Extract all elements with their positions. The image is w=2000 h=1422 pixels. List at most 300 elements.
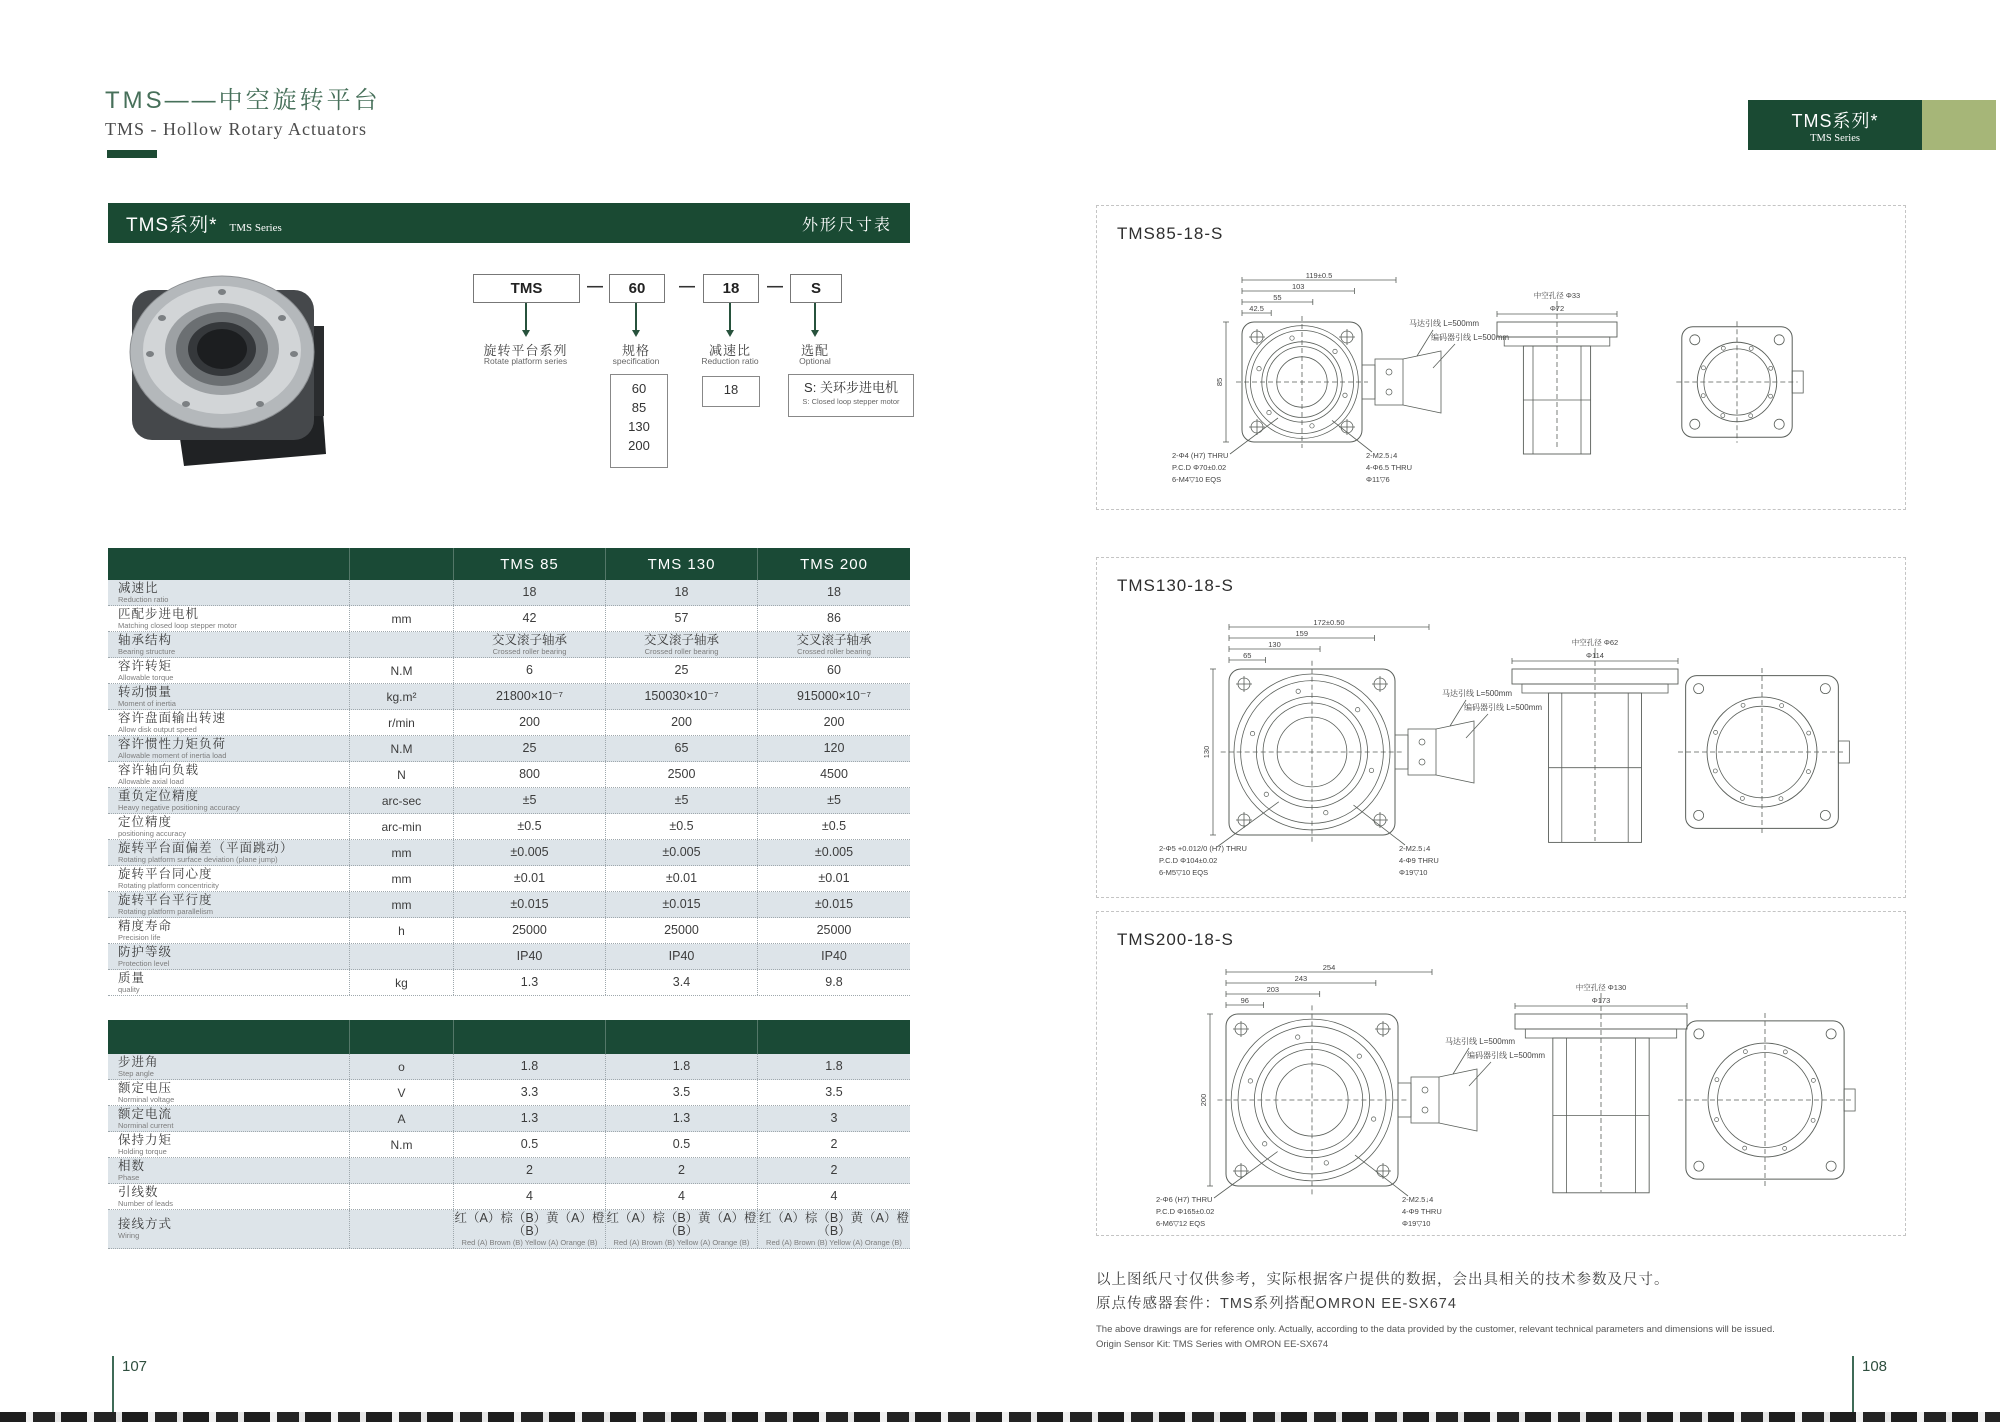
row-unit-cell [350,892,454,917]
dimension-label: 119±0.5 [1305,271,1333,280]
row-unit-cell [350,762,454,787]
value-sub: Crossed roller bearing [797,646,871,656]
table-row [108,866,910,892]
row-label-cell [108,1054,350,1079]
row-label-cn: 精度寿命 [118,918,173,933]
spec-option: 60 [631,381,647,396]
series-badge-olive-block [1922,100,1996,150]
thread-note-label: 2-Φ5 +0.012/0 (H7) THRU [1159,844,1247,853]
value-main: ±0.5 [517,819,542,833]
row-label-en: Rotating platform concentricity [118,880,219,890]
row-label-en: Protection level [118,958,170,968]
model-code-separator: — [767,278,783,295]
value-cell [454,788,606,813]
table-row [108,1184,910,1210]
page-number-rule [112,1356,114,1412]
row-label-en: quality [118,984,140,994]
value-main: 交叉滚子轴承 [491,632,567,647]
value-main: 150030×10⁻⁷ [644,689,719,703]
row-label-cell [108,736,350,761]
row-label-en: Precision life [118,932,161,942]
row-label-cn: 容许转矩 [118,658,173,673]
thread-note-label: 2-M2.5↓4 [1399,844,1431,853]
dimension-label: 200 [1199,1093,1208,1107]
row-label-cell [108,814,350,839]
value-cell [454,1158,606,1183]
value-main: IP40 [821,949,847,963]
footer-note-cn1: 以上图纸尺寸仅供参考，实际根据客户提供的数据，会出具相关的技术参数及尺寸。 [1096,1272,1670,1288]
row-unit-cell [350,632,454,657]
value-main: 交叉滚子轴承 [796,632,872,647]
value-cell [606,1184,758,1209]
row-unit-cell [350,814,454,839]
value-cell [758,1210,910,1248]
value-main: 18 [827,585,841,599]
row-label-en: Rotating platform surface deviation (plane jump) [118,854,278,864]
arrow-head-icon [632,330,640,337]
row-unit-cell [350,710,454,735]
value-cell [454,710,606,735]
thread-note-label: Φ19▽10 [1399,868,1428,877]
value-cell [606,762,758,787]
model-code-label-cn: 旋转平台系列 [483,343,568,358]
row-unit-cell [350,606,454,631]
arrow-head-icon [522,330,530,337]
value-main: 3.3 [520,1085,539,1099]
dimension-label: 172±0.50 [1313,618,1345,627]
page-number-right [1852,1356,1887,1412]
value-main: ±0.005 [662,845,701,859]
value-cell [606,1054,758,1079]
value-main: 200 [823,715,845,729]
value-cell [758,658,910,683]
value-sub: Red (A) Brown (B) Yellow (A) Orange (B) [613,1237,750,1247]
row-label-cn: 额定电流 [118,1106,173,1121]
value-cell [606,580,758,605]
row-label-cn: 定位精度 [118,814,173,829]
series-badge-en: TMS Series [1810,132,1860,144]
table-row [108,1158,910,1184]
thread-note-label: 4-Φ9 THRU [1399,856,1439,865]
dimension-label: 243 [1294,974,1308,983]
value-cell [606,1132,758,1157]
model-code-label-en: Reduction ratio [701,356,759,366]
value-cell [758,736,910,761]
value-cell [454,892,606,917]
value-main: 42 [522,611,537,625]
value-main: 4 [678,1189,685,1203]
row-label-cn: 引线数 [118,1184,159,1199]
thread-note-label: 6-M5▽10 EQS [1159,868,1209,877]
model-code-arrow [729,303,731,331]
row-label-cn: 匹配步进电机 [118,606,200,621]
value-main: IP40 [516,949,543,963]
row-unit: N.M [390,663,413,678]
value-cell [758,710,910,735]
thread-note-label: P.C.D Φ70±0.02 [1172,463,1227,472]
row-label-cn: 接线方式 [118,1217,173,1231]
row-unit-cell [350,788,454,813]
value-cell [758,606,910,631]
value-main: 2500 [667,767,696,781]
row-label-cell [108,866,350,891]
dimension-label: 42.5 [1249,304,1264,313]
model-code-box: 60 [609,274,665,303]
row-unit: mm [391,611,412,626]
table-row [108,944,910,970]
value-cell [454,1132,606,1157]
table-row [108,684,910,710]
value-main: 3 [830,1111,838,1125]
value-main: 3.5 [825,1085,843,1099]
model-code-box: TMS [473,274,580,303]
model-code-separator: — [587,278,603,295]
dimension-label: 96 [1240,996,1249,1005]
footer-note-cn2: 原点传感器套件：TMS系列搭配OMRON EE-SX674 [1096,1296,1457,1312]
row-label-cell [108,918,350,943]
value-cell [758,892,910,917]
table-header-cell [606,1020,758,1054]
value-cell [758,970,910,995]
table-header-cell [108,548,350,580]
row-label-cn: 相数 [118,1158,146,1173]
table-row [108,632,910,658]
row-unit: mm [391,871,412,886]
value-main: 3.4 [672,975,691,989]
row-label-cn: 转动惯量 [118,684,173,699]
row-label-en: Allowable torque [118,672,174,682]
table-header-cell [758,1020,910,1054]
value-main: ±0.01 [818,871,850,885]
row-unit-cell [350,918,454,943]
page-title-en: TMS - Hollow Rotary Actuators [105,119,367,139]
value-main: 0.5 [520,1137,539,1151]
dimension-label: 103 [1291,282,1305,291]
table-row [108,814,910,840]
section-bar-cn: TMS系列* [126,214,218,236]
value-main: ±0.005 [510,845,549,859]
value-cell [454,970,606,995]
spec-options-box [610,374,668,468]
row-unit-cell [350,944,454,969]
drawing-box-tms130 [1096,557,1906,898]
thread-note-label: 2-M2.5↓4 [1402,1195,1434,1204]
arrow-head-icon [726,330,734,337]
row-label-cn: 保持力矩 [118,1132,173,1147]
row-label-cn: 重负定位精度 [118,788,200,803]
value-cell [758,1106,910,1131]
dimension-label: Φ114 [1586,651,1604,660]
value-main: 800 [519,767,540,781]
value-cell [454,944,606,969]
value-cell [606,970,758,995]
value-main: 25000 [512,923,547,937]
value-main: 9.8 [825,975,843,989]
title-underline [107,150,157,158]
page-number-rule [1852,1356,1854,1412]
value-cell [454,580,606,605]
row-label-cell [108,944,350,969]
row-label-cell [108,710,350,735]
thread-note-label: 6-M4▽10 EQS [1172,475,1222,484]
dimension-label: 65 [1243,651,1252,660]
row-unit-cell [350,1080,454,1105]
value-main: 红（A）棕（B）黄（A）橙（B） [606,1210,757,1238]
thread-note-label: Φ19▽10 [1402,1219,1431,1228]
value-cell [758,866,910,891]
row-label-cn: 步进角 [118,1054,159,1069]
thread-note-label: P.C.D Φ104±0.02 [1159,856,1218,865]
row-label-cn: 额定电压 [118,1080,173,1095]
drawing-box-tms85 [1096,205,1906,510]
value-main: 1.8 [825,1059,843,1073]
section-bar-right-label: 外形尺寸表 [801,216,892,234]
dimension-drawing-svg [1097,254,1907,506]
thread-note-label: 4-Φ9 THRU [1402,1207,1442,1216]
model-code-label-cn: 选配 [800,343,830,358]
value-cell [454,632,606,657]
value-cell [454,1054,606,1079]
row-unit-cell [350,1158,454,1183]
row-label-en: Holding torque [118,1146,167,1156]
row-label-cell [108,658,350,683]
optional-cn: S: 关环步进电机 [804,380,898,395]
value-main: 6 [526,663,533,677]
thread-note-label: 6-M6▽12 EQS [1156,1219,1206,1228]
model-code-label-cn: 规格 [621,343,651,358]
drawing-title: TMS85-18-S [1117,224,1224,243]
value-cell [758,632,910,657]
table-row [108,1080,910,1106]
motor-spec-table [108,1020,910,1249]
row-label-en: Bearing structure [118,646,176,656]
value-main: 4500 [820,767,848,781]
value-main: 1.3 [520,1111,539,1125]
row-label-cell [108,606,350,631]
row-label-cell [108,1132,350,1157]
row-unit-cell [350,840,454,865]
table-row [108,970,910,996]
value-main: 57 [674,611,689,625]
value-cell [606,814,758,839]
series-badge [1748,100,1922,150]
row-label-cell [108,1158,350,1183]
value-main: ±0.015 [510,897,549,911]
row-unit-cell [350,970,454,995]
row-label-cn: 轴承结构 [118,632,173,647]
title-block [105,80,381,140]
hollow-bore-label: 中空孔径 Φ33 [1533,291,1581,300]
spec-option: 130 [628,419,650,434]
row-label-cn: 容许盘面输出转速 [118,710,227,725]
value-cell [758,1132,910,1157]
optional-en: S: Closed loop stepper motor [802,397,900,406]
value-main: 红（A）棕（B）黄（A）橙（B） [454,1210,605,1238]
model-code-separator: — [679,278,695,295]
row-unit: kg [395,975,408,990]
motor-wire-label: 马达引线 L=500mm [1442,689,1513,698]
drawing-box-tms200 [1096,911,1906,1236]
dimension-drawing-svg [1097,606,1907,894]
table-row [108,1132,910,1158]
model-code-diagram [460,266,920,474]
product-photo-illustration [122,256,338,474]
value-cell [606,632,758,657]
row-unit: arc-sec [381,793,422,808]
value-main: 21800×10⁻⁷ [495,689,564,703]
row-label-en: Heavy negative positioning accuracy [118,802,240,812]
row-label-en: Allow disk output speed [118,724,197,734]
value-main: ±0.005 [814,845,854,859]
ratio-option: 18 [723,382,739,397]
value-cell [454,840,606,865]
film-strip-decoration [0,1412,2000,1422]
motor-wire-label: 马达引线 L=500mm [1445,1037,1516,1046]
value-cell [758,762,910,787]
dimension-label: 159 [1295,629,1309,638]
row-unit-cell [350,580,454,605]
row-unit: r/min [388,715,415,730]
footer-note-en2: Origin Sensor Kit: TMS Series with OMRON EE-SX674 [1096,1339,1329,1350]
row-label-cn: 质量 [118,970,146,985]
footer-note-en1: The above drawings are for reference only. Actually, according to the data provided by the customer, relevant technical parameters and dimensions will be issued. [1096,1324,1775,1335]
value-main: 2 [830,1137,838,1151]
value-cell [758,1158,910,1183]
model-code-arrow [635,303,637,331]
row-unit: N [397,767,406,782]
value-main: 200 [671,715,692,729]
value-main: 红（A）棕（B）黄（A）橙（B） [758,1210,909,1238]
table-row [108,710,910,736]
value-sub: Red (A) Brown (B) Yellow (A) Orange (B) [461,1237,598,1247]
dimension-label: 55 [1273,293,1282,302]
value-main: ±0.015 [814,897,854,911]
value-cell [758,918,910,943]
section-bar-en: TMS Series [229,221,282,234]
hollow-bore-label: 中空孔径 Φ130 [1575,983,1627,992]
footer-notes [1096,1268,1936,1352]
model-code-label-cn: 减速比 [708,343,752,358]
ratio-options-box [702,376,760,407]
value-cell [454,684,606,709]
value-main: IP40 [668,949,695,963]
table-header-cell [454,1020,606,1054]
value-cell [454,1184,606,1209]
dimension-label: Φ173 [1591,996,1611,1005]
series-badge-cn: TMS系列* [1791,110,1879,131]
value-main: ±5 [827,793,841,807]
value-cell [454,814,606,839]
row-unit-cell [350,1184,454,1209]
row-unit-cell [350,1210,454,1248]
dimension-label: 203 [1266,985,1280,994]
value-cell [606,892,758,917]
thread-note-label: Φ11▽6 [1366,475,1390,484]
dimension-label: Φ72 [1549,304,1565,313]
drawing-title: TMS130-18-S [1117,576,1234,595]
row-label-en: Step angle [118,1068,154,1078]
row-label-en: Norminal voltage [118,1094,175,1104]
encoder-wire-label: 编码器引线 L=500mm [1464,703,1543,712]
value-main: 2 [678,1163,685,1177]
row-unit-cell [350,736,454,761]
row-label-cell [108,1210,350,1248]
model-code-box: 18 [703,274,759,303]
row-label-cn: 旋转平台面偏差（平面跳动） [118,840,294,855]
value-cell [606,866,758,891]
value-cell [454,1106,606,1131]
table-header-cell: TMS 200 [800,555,868,573]
value-main: 25 [522,741,537,755]
row-unit: A [397,1111,406,1126]
table-row [108,1210,910,1249]
model-code-label-en: Rotate platform series [483,356,568,366]
value-main: 25 [674,663,689,677]
thread-note-label: 2-Φ6 (H7) THRU [1156,1195,1213,1204]
value-cell [454,1080,606,1105]
thread-note-label: 2-M2.5↓4 [1366,451,1398,460]
dimension-label: 254 [1322,963,1336,972]
value-main: 18 [522,585,537,599]
row-label-cell [108,632,350,657]
value-main: 4 [526,1189,533,1203]
value-cell [606,710,758,735]
row-label-en: Phase [118,1172,140,1182]
value-main: 交叉滚子轴承 [643,632,719,647]
table-header-cell: TMS 130 [606,548,758,580]
dimension-label: 130 [1202,745,1211,759]
value-main: 915000×10⁻⁷ [796,689,872,703]
value-cell [454,762,606,787]
value-cell [606,1210,758,1248]
row-unit: h [398,923,405,938]
model-code-label-en: Optional [799,356,831,366]
optional-box [788,374,914,417]
value-main: 86 [827,611,841,625]
value-main: 2 [526,1163,533,1177]
encoder-wire-label: 编码器引线 L=500mm [1431,333,1510,342]
table-row [108,606,910,632]
product-photo [122,256,338,474]
row-label-cell [108,1080,350,1105]
dimension-label: 85 [1215,377,1224,387]
spec-option: 200 [628,438,650,453]
value-cell [758,580,910,605]
value-main: 200 [519,715,540,729]
value-cell [454,866,606,891]
row-label-en: Wiring [118,1231,140,1240]
model-code-label-en: specification [612,356,660,366]
value-cell [606,1080,758,1105]
row-unit: mm [391,845,412,860]
value-main: 60 [827,663,841,677]
table-row [108,580,910,606]
value-main: ±0.5 [669,819,694,833]
value-main: 25000 [664,923,699,937]
row-unit-cell [350,1054,454,1079]
value-main: 2 [830,1163,838,1177]
value-main: ±0.01 [513,871,546,885]
table-row [108,918,910,944]
value-main: 65 [674,741,689,755]
value-cell [758,684,910,709]
value-cell [758,1080,910,1105]
section-bar-left [126,210,282,237]
page-number-left [112,1356,147,1412]
value-sub: Crossed roller bearing [644,646,719,656]
value-cell [758,1054,910,1079]
row-label-cn: 减速比 [118,580,159,595]
